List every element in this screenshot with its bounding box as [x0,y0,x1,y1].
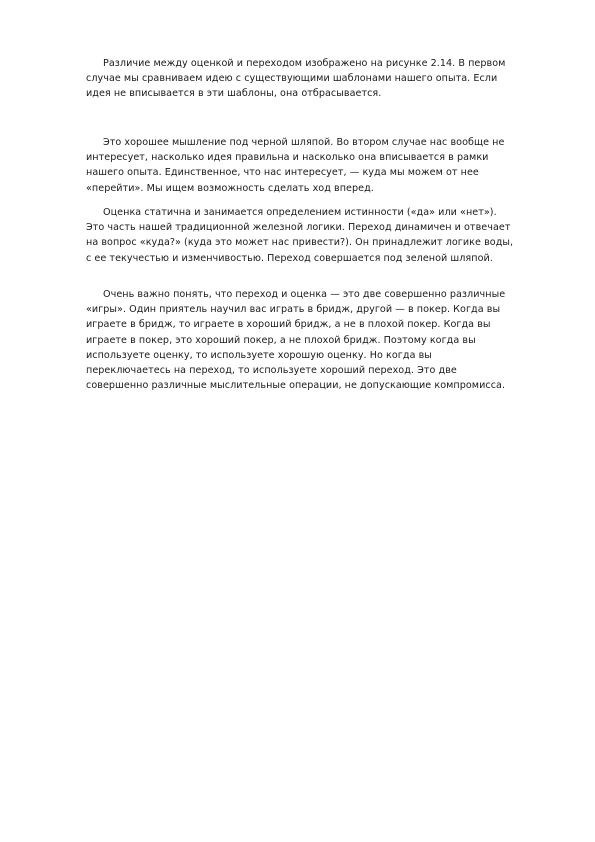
paragraph-different-games: Очень важно понять, что переход и оценка — это две совершенно различные «игры». Один приятель научил вас играть в бридж, другой — в покер. Когда вы играете в бридж, то играете в хороший бридж, а не в плохой покер. Когда вы играете в покер, это хороший покер, а не плохой бридж. Поэтому когда вы используете оценку, то используете хорошую оценку. Но когда вы переключаетесь на переход, то используете хороший переход. Это две совершенно различные мыслительные операции, не допускающие компромисса. [86,289,506,392]
paragraph-evaluation-vs-movement: Различие между оценкой и переходом изображено на рисунке 2.14. В первом случае мы сравниваем идею с существующими шаблонами нашего опыта. Если идея не вписывается в эти шаблоны, она отбрасывается. [86,58,506,100]
paragraph-static-vs-dynamic: Оценка статична и занимается определением истинности («да» или «нет»). Это часть нашей традиционной железной логики. Переход динамичен и отвечает на вопрос «куда?» (куда это может нас привести?). Он принадлежит логике воды, с ее текучестью и изменчивостью. Переход совершается под зеленой шляпой. [86,207,514,264]
paragraph-black-hat-thinking: Это хорошее мышление под черной шляпой. Во втором случае нас вообще не интересует, насколько идея правильна и насколько она вписывается в рамки нашего опыта. Единственное, что нас интересует, — куда мы можем от нее «перейти». Мы ищем возможность сделать ход вперед. [86,137,505,194]
